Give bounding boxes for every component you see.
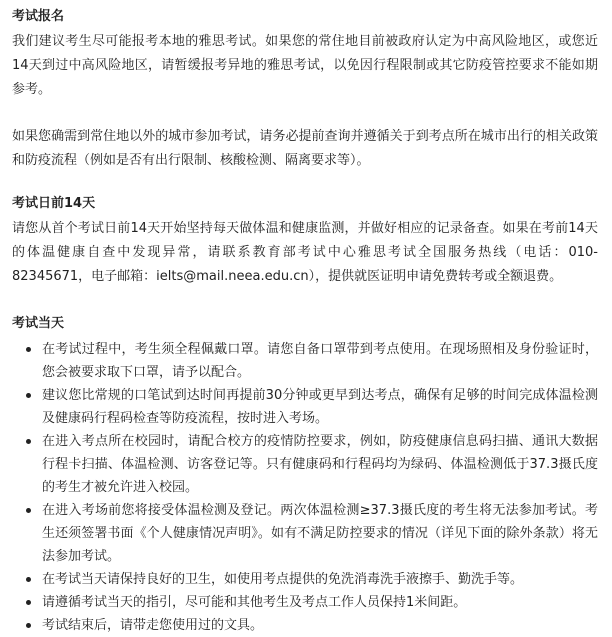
bullet-icon <box>26 439 31 444</box>
list-item-text: 在进入考点所在校园时，请配合校方的疫情防控要求，例如，防疫健康信息码扫描、通讯大数据行程卡扫描、体温检测、访客登记等。只有健康码和行程码均为绿码、体温检测低于37.3摄氏度的考生才被允许进入校园。 <box>42 434 598 495</box>
list-item-text: 在进入考场前您将接受体温检测及登记。两次体温检测≥37.3摄氏度的考生将无法参加考试。考生还须签署书面《个人健康情况声明》。如有不满足防控要求的情况（详见下面的除外条款）将无法参加考试。 <box>42 503 598 564</box>
bullet-icon <box>26 623 31 628</box>
list-item-text: 在考试过程中，考生须全程佩戴口罩。请您自备口罩带到考点使用。在现场照相及身份验证时，您会被要求取下口罩，请予以配合。 <box>42 342 598 380</box>
list-item-text: 建议您比常规的口笔试到达时间再提前30分钟或更早到达考点，确保有足够的时间完成体温检测及健康码行程码检查等防疫流程，按时进入考场。 <box>42 388 598 426</box>
bullet-icon <box>26 600 31 605</box>
list-item <box>12 614 598 637</box>
list-item <box>12 384 598 430</box>
list-item <box>12 338 598 384</box>
section-title-exam-day: 考试当天 <box>12 316 65 331</box>
section-title-registration: 考试报名 <box>12 9 65 24</box>
bullet-icon <box>26 508 31 513</box>
list-item <box>12 430 598 499</box>
list-item <box>12 591 598 614</box>
health-monitoring-paragraph: 请您从首个考试日前14天开始坚持每天做体温和健康监测，并做好相应的记录备查。如果在考前14天的体温健康自查中发现异常，请联系教育部考试中心雅思考试全国服务热线（电话：010-82345671，电子邮箱：ielts@mail.neea.edu.cn），提供就医证明申请免费转考或全额退费。 <box>12 221 598 284</box>
list-item <box>12 499 598 568</box>
section-title-14-days-before: 考试日前14天 <box>12 196 96 211</box>
bullet-icon <box>26 393 31 398</box>
list-item <box>12 568 598 591</box>
list-item-text: 在考试当天请保持良好的卫生，如使用考点提供的免洗消毒洗手液擦手、勤洗手等。 <box>42 572 524 587</box>
list-item-text: 考试结束后，请带走您使用过的文具。 <box>42 618 264 633</box>
list-item-text: 请遵循考试当天的指引，尽可能和其他考生及考点工作人员保持1米间距。 <box>42 595 467 610</box>
registration-paragraph-1: 我们建议考生尽可能报考本地的雅思考试。如果您的常住地目前被政府认定为中高风险地区，或您近14天到过中高风险地区，请暂缓报考异地的雅思考试，以免因行程限制或其它防疫管控要求不能如期参考。 <box>12 34 598 97</box>
registration-paragraph-2: 如果您确需到常住地以外的城市参加考试，请务必提前查询并遵循关于到考点所在城市出行的相关政策和防疫流程（例如是否有出行限制、核酸检测、隔离要求等）。 <box>12 129 598 168</box>
bullet-icon <box>26 577 31 582</box>
bullet-icon <box>26 347 31 352</box>
exam-day-list <box>12 338 598 637</box>
